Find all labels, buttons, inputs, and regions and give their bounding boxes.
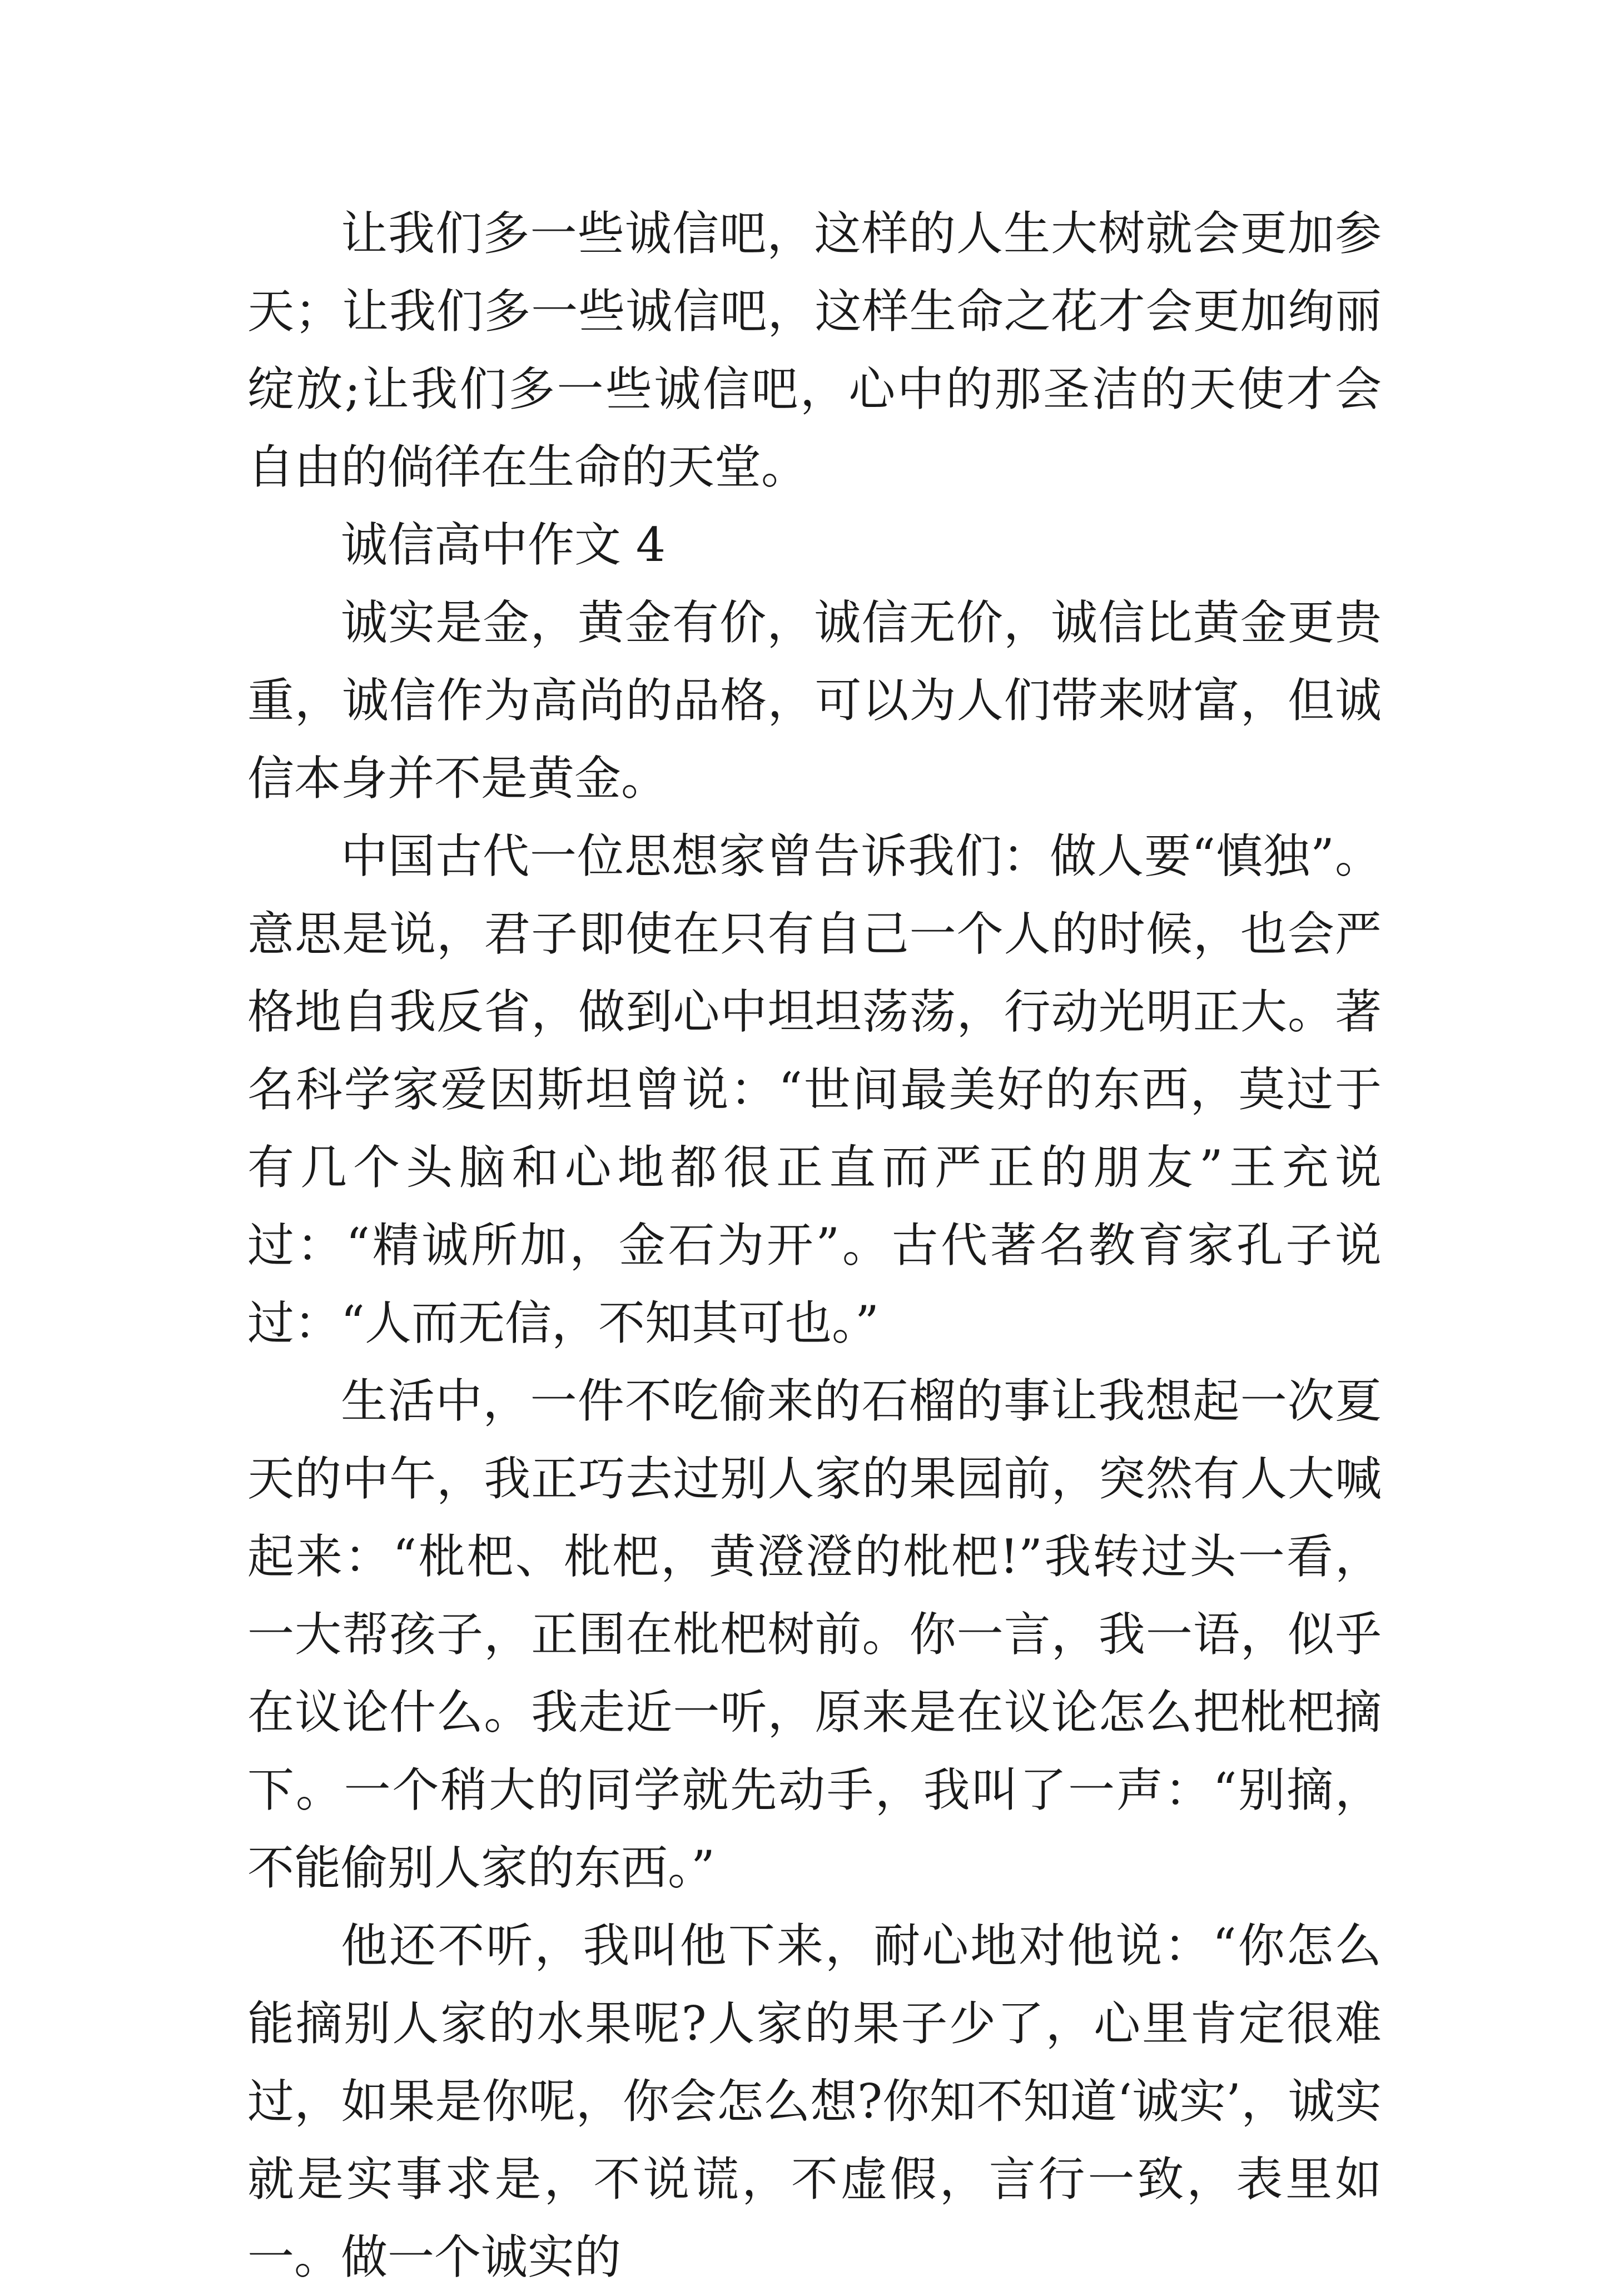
paragraph-honesty-is-gold: 诚实是金，黄金有价，诚信无价，诚信比黄金更贵重，诚信作为高尚的品格，可以为人们带来财富，但诚信本身并不是黄金。 [247,595,1382,806]
paragraph-persuasion: 他还不听，我叫他下来，耐心地对他说：“你怎么能摘别人家的水果呢?人家的果子少了，心里肯定很难过，如果是你呢，你会怎么想?你知不知道‘诚实’，诚实就是实事求是，不说谎，不虚假，言行一致，表里如一。做一个诚实的 [247,1919,1382,2284]
paragraph-ancient-thinkers: 中国古代一位思想家曾告诉我们：做人要“慎独”。意思是说，君子即使在只有自己一个人的时候，也会严格地自我反省，做到心中坦坦荡荡，行动光明正大。著名科学家爱因斯坦曾说：“世间最美好的东西，莫过于有几个头脑和心地都很正直而严正的朋友”王充说过：“精诚所加，金石为开”。古代著名教育家孔子说过：“人而无信，不知其可也。” [247,829,1382,1350]
paragraph-integrity-conclusion: 让我们多一些诚信吧，这样的人生大树就会更加参天；让我们多一些诚信吧，这样生命之花才会更加绚丽绽放;让我们多一些诚信吧，心中的那圣洁的天使才会自由的倘徉在生命的天堂。 [247,206,1382,494]
paragraph-loquat-story: 生活中，一件不吃偷来的石榴的事让我想起一次夏天的中午，我正巧去过别人家的果园前，突然有人大喊起来：“枇杷、枇杷，黄澄澄的枇杷!”我转过头一看，一大帮孩子，正围在枇杷树前。你一言，我一语，似乎在议论什么。我走近一听，原来是在议论怎么把枇杷摘下。一个稍大的同学就先动手，我叫了一声：“别摘，不能偷别人家的东西。” [247,1374,1382,1895]
essay-title-4: 诚信高中作文 4 [341,518,666,572]
document-body [247,195,1382,2296]
